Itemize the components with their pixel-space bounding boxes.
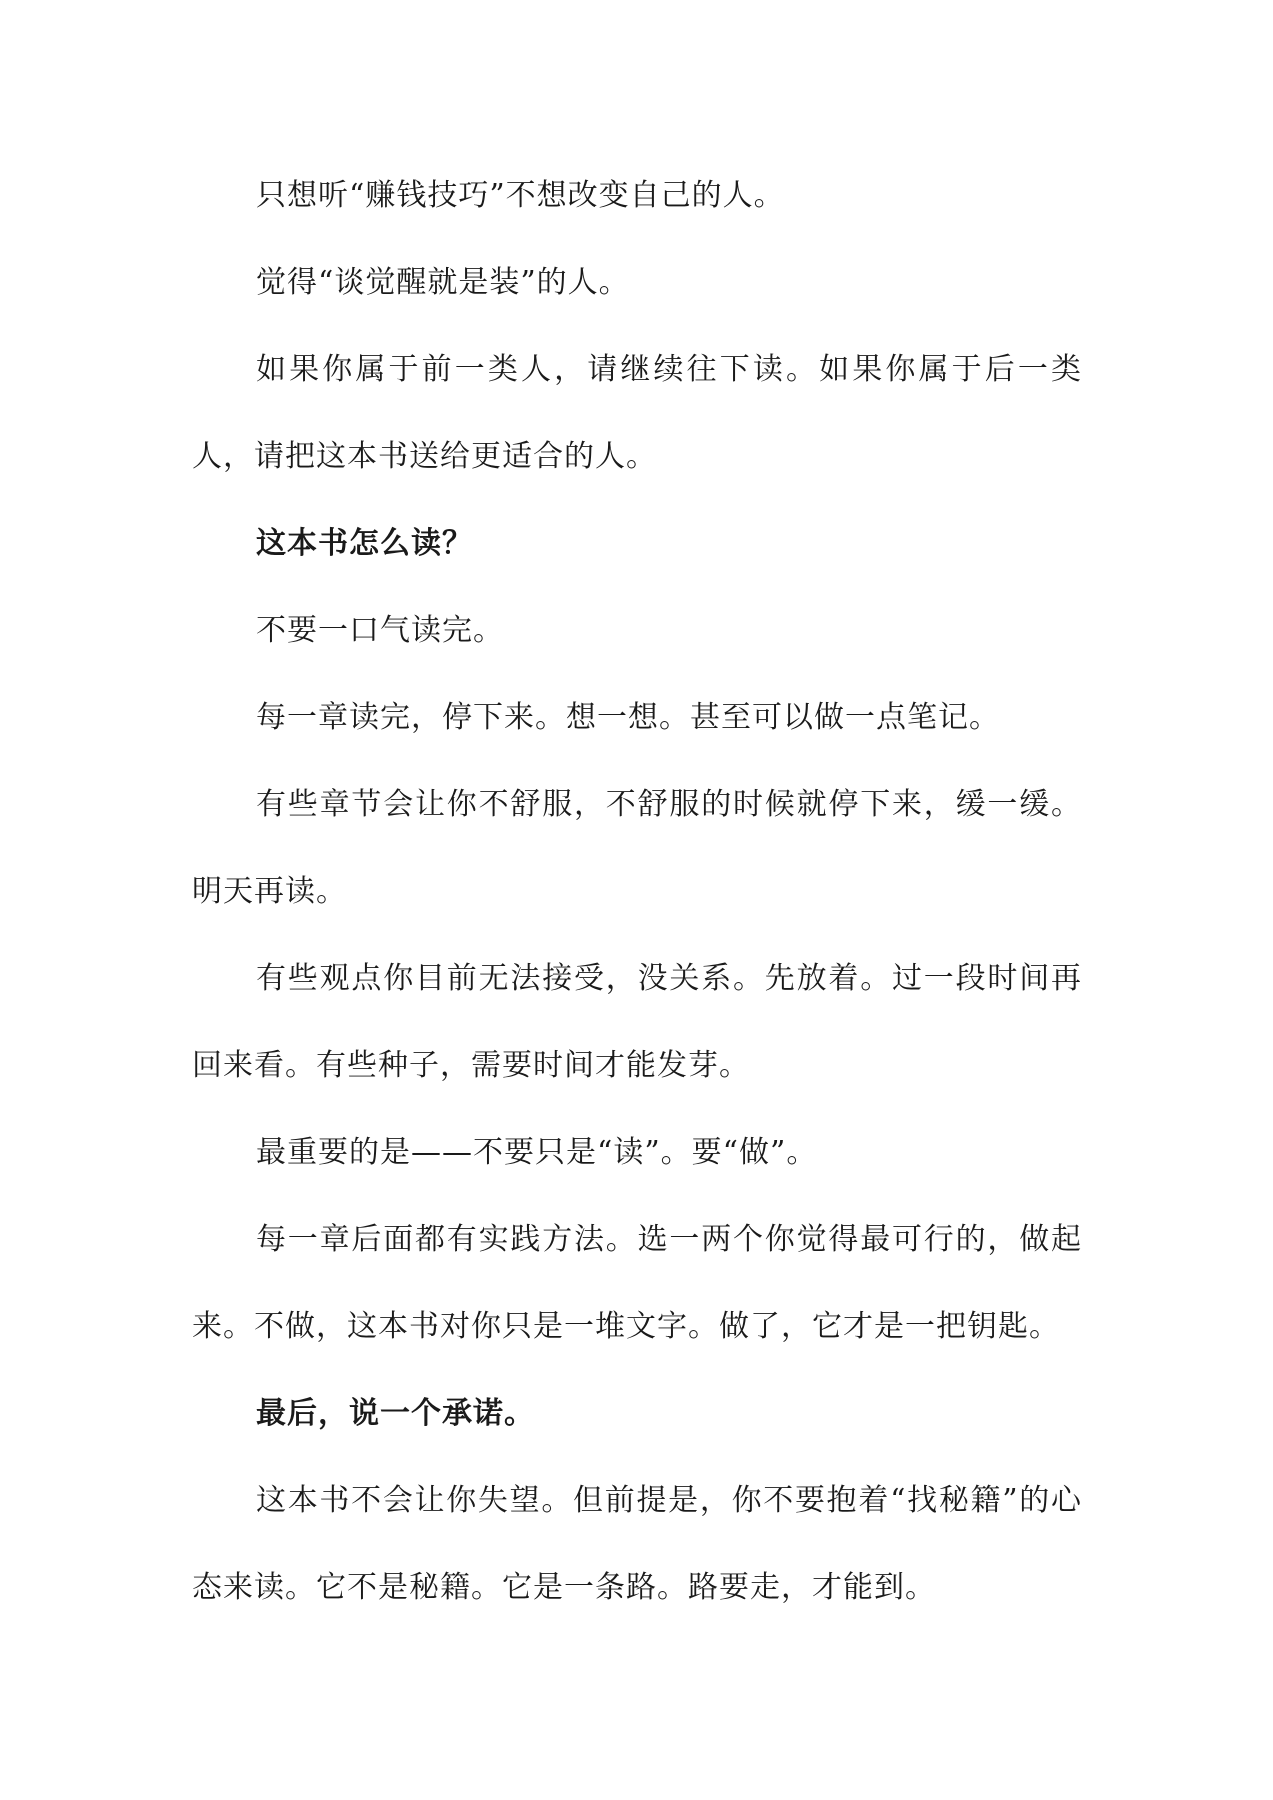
section-heading: 最后，说一个承诺。 (256, 1396, 535, 1431)
paragraph: 不要一口气读完。 (256, 613, 504, 648)
paragraph: 如果你属于前一类人，请继续往下读。如果你属于后一类人，请把这本书送给更适合的人。 (192, 352, 1082, 474)
body-text (192, 152, 1082, 1631)
paragraph: 有些观点你目前无法接受，没关系。先放着。过一段时间再回来看。有些种子，需要时间才能发芽。 (192, 961, 1082, 1083)
paragraph: 只想听“赚钱技巧”不想改变自己的人。 (256, 178, 785, 213)
paragraph: 有些章节会让你不舒服，不舒服的时候就停下来，缓一缓。明天再读。 (192, 787, 1082, 909)
paragraph: 觉得“谈觉醒就是装”的人。 (256, 265, 630, 300)
paragraph: 这本书不会让你失望。但前提是，你不要抱着“找秘籍”的心态来读。它不是秘籍。它是一条路。路要走，才能到。 (192, 1483, 1082, 1605)
paragraph: 每一章读完，停下来。想一想。甚至可以做一点笔记。 (256, 700, 1000, 735)
section-heading: 这本书怎么读？ (256, 526, 473, 561)
paragraph: 每一章后面都有实践方法。选一两个你觉得最可行的，做起来。不做，这本书对你只是一堆文字。做了，它才是一把钥匙。 (192, 1222, 1082, 1344)
paragraph: 最重要的是——不要只是“读”。要“做”。 (256, 1135, 818, 1170)
